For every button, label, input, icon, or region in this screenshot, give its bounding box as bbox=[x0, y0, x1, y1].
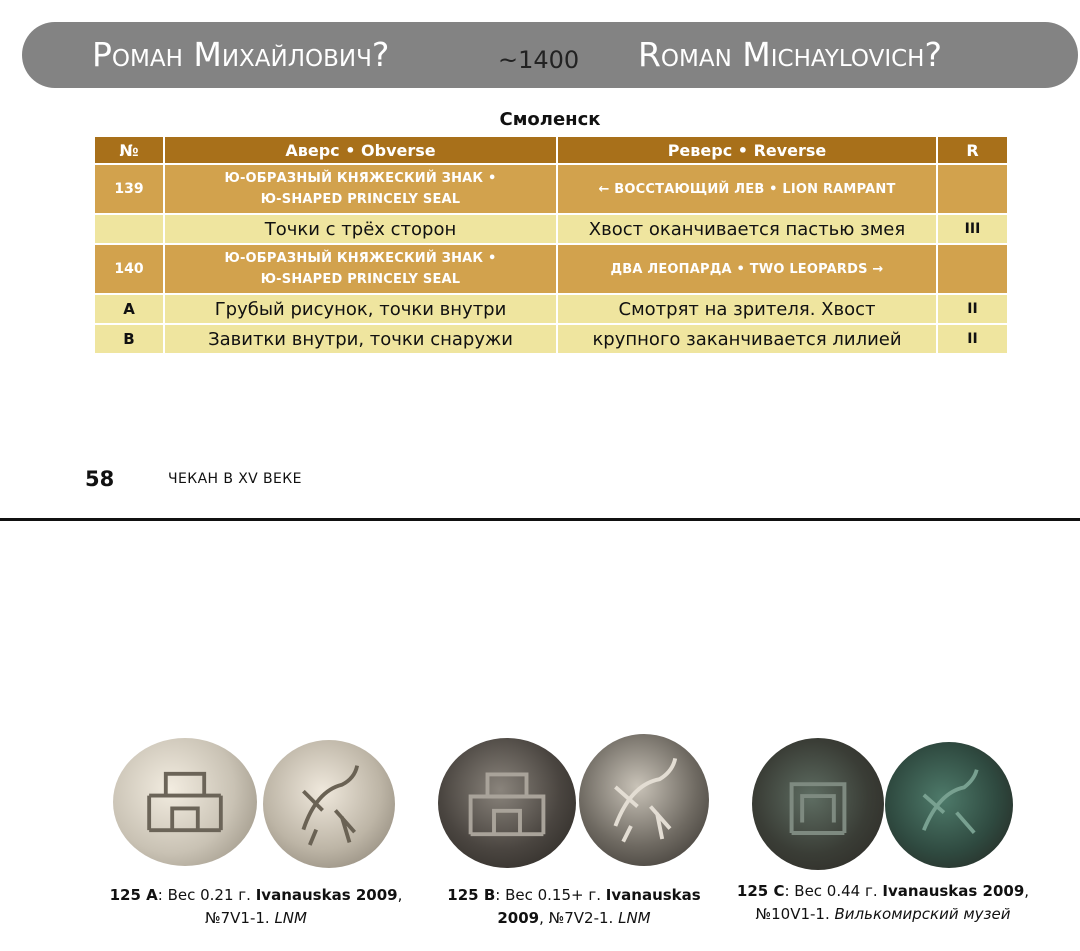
table-row bbox=[94, 244, 1008, 294]
ruler-name-en: Roman Michaylovich? bbox=[638, 35, 942, 74]
row-number: 139 bbox=[94, 164, 164, 214]
caption-source: LNM bbox=[618, 909, 651, 927]
caption-separator: , bbox=[1024, 882, 1030, 900]
city-heading: Смоленск bbox=[499, 109, 601, 130]
rarity-cell: II bbox=[937, 324, 1008, 354]
caption-reference: Ivanauskas 2009 bbox=[882, 882, 1025, 900]
coin-125a-reverse-image bbox=[263, 740, 395, 868]
header-obverse: Аверс • Obverse bbox=[164, 136, 557, 164]
header-number: № bbox=[94, 136, 164, 164]
reverse-cell: крупного заканчивается лилией bbox=[557, 324, 937, 354]
coin-125c-reverse-image bbox=[885, 742, 1013, 868]
caption-reference: Ivanauskas bbox=[605, 886, 701, 904]
title-banner bbox=[22, 22, 1078, 88]
obverse-line: Ю-SHAPED PRINCELY SEAL bbox=[260, 192, 461, 207]
caption-weight: : Вес 0.44 г. bbox=[784, 882, 883, 900]
obverse-cell: Грубый рисунок, точки внутри bbox=[164, 294, 557, 324]
coin-caption-125b bbox=[440, 884, 708, 930]
obverse-cell bbox=[164, 244, 557, 294]
header-rarity: R bbox=[937, 136, 1008, 164]
table-row bbox=[94, 324, 1008, 354]
rarity-cell: III bbox=[937, 214, 1008, 244]
rarity-cell bbox=[937, 164, 1008, 214]
obverse-cell: Завитки внутри, точки снаружи bbox=[164, 324, 557, 354]
ruler-name-ru: Роман Михайлович? bbox=[92, 35, 390, 74]
caption-id: 125 C bbox=[736, 882, 785, 900]
page-running-title: ЧЕКАН В XV ВЕКЕ bbox=[168, 471, 302, 487]
table-header-row bbox=[94, 136, 1008, 164]
table-row bbox=[94, 164, 1008, 214]
coin-caption-125c bbox=[732, 880, 1034, 926]
caption-weight: : Вес 0.21 г. bbox=[157, 886, 256, 904]
page-number: 58 bbox=[85, 467, 115, 491]
caption-catalog-number: №10V1-1. bbox=[755, 905, 835, 923]
obverse-line: Ю-SHAPED PRINCELY SEAL bbox=[260, 272, 461, 287]
caption-weight: : Вес 0.15+ г. bbox=[495, 886, 606, 904]
row-number: A bbox=[94, 294, 164, 324]
coin-125a-obverse-image bbox=[113, 738, 257, 866]
row-number: B bbox=[94, 324, 164, 354]
caption-id: 125 B bbox=[447, 886, 496, 904]
page-divider bbox=[0, 518, 1080, 521]
coin-125b-reverse-image bbox=[579, 734, 709, 866]
rarity-cell: II bbox=[937, 294, 1008, 324]
caption-reference: Ivanauskas 2009 bbox=[255, 886, 398, 904]
obverse-cell bbox=[164, 164, 557, 214]
table-row bbox=[94, 294, 1008, 324]
reverse-cell: Хвост оканчивается пастью змея bbox=[557, 214, 937, 244]
header-reverse: Реверс • Reverse bbox=[557, 136, 937, 164]
caption-id: 125 A bbox=[109, 886, 158, 904]
reverse-cell: ← ВОССТАЮЩИЙ ЛЕВ • LION RAMPANT bbox=[557, 164, 937, 214]
caption-source: Вилькомирский музей bbox=[834, 905, 1011, 923]
row-number bbox=[94, 214, 164, 244]
obverse-line: Ю-ОБРАЗНЫЙ КНЯЖЕСКИЙ ЗНАК • bbox=[224, 171, 497, 186]
coin-caption-125a bbox=[108, 884, 404, 930]
ruler-date: ~1400 bbox=[498, 46, 580, 74]
caption-catalog-number: №7V1-1. bbox=[205, 909, 275, 927]
rarity-cell bbox=[937, 244, 1008, 294]
obverse-line: Ю-ОБРАЗНЫЙ КНЯЖЕСКИЙ ЗНАК • bbox=[224, 251, 497, 266]
caption-separator: , bbox=[397, 886, 403, 904]
reverse-cell: Смотрят на зрителя. Хвост bbox=[557, 294, 937, 324]
obverse-cell: Точки с трёх сторон bbox=[164, 214, 557, 244]
coin-type-table bbox=[93, 135, 1009, 355]
row-number: 140 bbox=[94, 244, 164, 294]
coin-125c-obverse-image bbox=[752, 738, 884, 870]
caption-catalog-number: , №7V2-1. bbox=[539, 909, 619, 927]
caption-source: LNM bbox=[274, 909, 307, 927]
reverse-cell: ДВА ЛЕОПАРДА • TWO LEOPARDS → bbox=[557, 244, 937, 294]
coin-125b-obverse-image bbox=[438, 738, 576, 868]
caption-reference-year: 2009 bbox=[497, 909, 540, 927]
table-row bbox=[94, 214, 1008, 244]
